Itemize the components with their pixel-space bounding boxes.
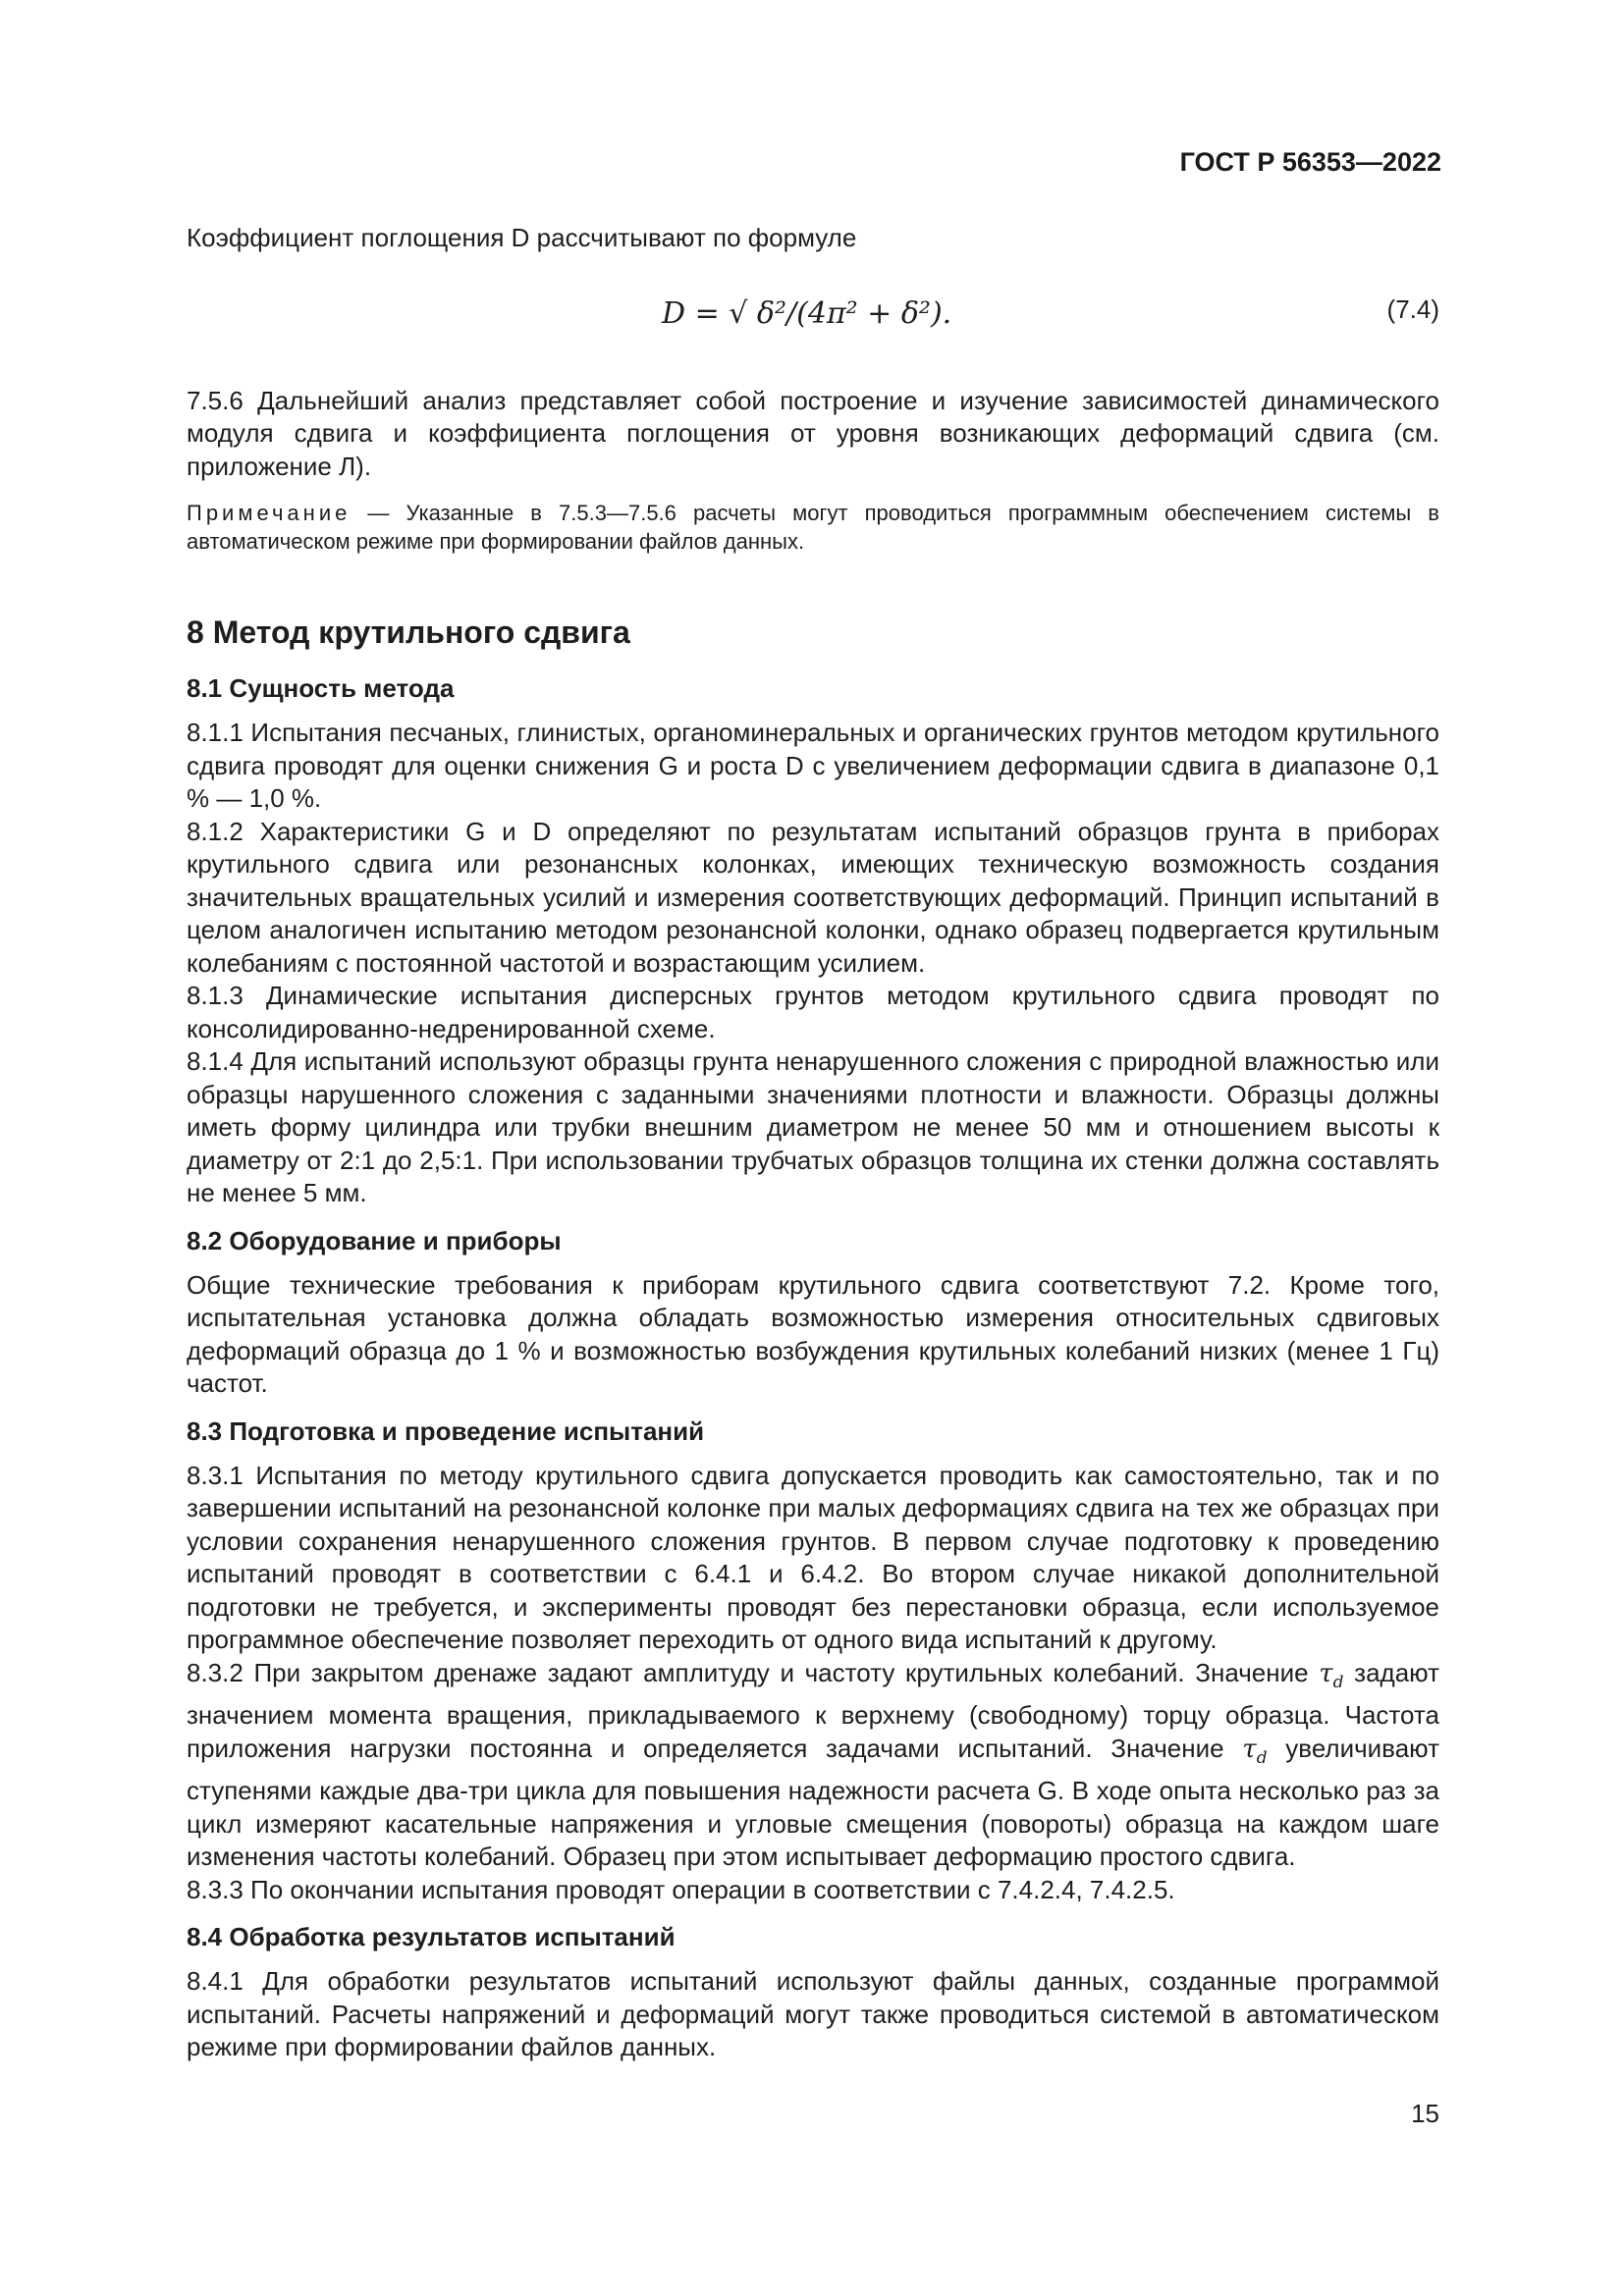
formula-number: (7.4) <box>1386 294 1439 324</box>
paragraph-8-1-3: 8.1.3 Динамические испытания дисперсных грунтов методом крутильного сдвига проводят по консолидированно-недренированной схеме. <box>187 981 1439 1043</box>
paragraph-8-4-1: 8.4.1 Для обработки результатов испытаний используют файлы данных, созданные программой испытаний. Расчеты напряжений и деформаций могут также проводиться системой в автоматическом режиме при формировании файлов данных. <box>187 1966 1439 2062</box>
formula-row <box>187 294 1439 363</box>
tau-symbol: τ <box>1242 1734 1257 1764</box>
paragraph-8-3-2 <box>187 1657 1439 1874</box>
note-text: — Указанные в 7.5.3—7.5.6 расчеты могут проводиться программным обеспечением системы в автоматическом режиме при формировании файлов данных. <box>187 501 1439 554</box>
paragraph-8-1-1: 8.1.1 Испытания песчаных, глинистых, органоминеральных и органических грунтов методом крутильного сдвига проводят для оценки снижения G и роста D с увеличением деформации сдвига в диапазоне 0,1 % — 1,0 %. <box>187 718 1439 813</box>
note <box>187 499 1439 556</box>
page-content <box>187 222 1439 2064</box>
section-8-4-title: 8.4 Обработка результатов испытаний <box>187 1922 676 1952</box>
formula-expression: D = √ δ²/(4π² + δ²). <box>662 295 952 331</box>
formula-intro-text: Коэффициент поглощения D рассчитывают по формуле <box>187 223 857 252</box>
tau-d-symbol <box>1319 1658 1344 1692</box>
paragraph-8-1-4: 8.1.4 Для испытаний используют образцы грунта ненарушенного сложения с природной влажностью или образцы нарушенного сложения с заданными значениями плотности и влажности. Образцы должны иметь форму цилиндра или трубки внешним диаметром не менее 50 мм и отношением высоты к диаметру от 2:1 до 2,5:1. При использовании трубчатых образцов толщина их стенки должна составлять не менее 5 мм. <box>187 1046 1439 1207</box>
note-label: Примечание <box>187 501 352 525</box>
section-8-2-title: 8.2 Оборудование и приборы <box>187 1225 562 1255</box>
tau-symbol: τ <box>1319 1658 1333 1688</box>
paragraph-8-3-2-part-b: задают значением момента вращения, прикладываемого к верхнему (свободному) торцу образца. Частота приложения нагрузки постоянна и определяется задачами испытаний. Значение <box>187 1657 1439 1763</box>
paragraph-8-3-3: 8.3.3 По окончании испытания проводят операции в соответствии с 7.4.2.4, 7.4.2.5. <box>187 1874 1175 1904</box>
paragraph-8-3-1: 8.3.1 Испытания по методу крутильного сдвига допускается проводить как самостоятельно, так и по завершении испытаний на резонансной колонке при малых деформациях сдвига на тех же образцах при условии сохранения ненарушенного сложения грунтов. В первом случае подготовку к проведению испытаний проводят в соответствии с 6.4.1 и 6.4.2. Во втором случае никакой дополнительной подготовки не требуется, и эксперименты проводят без перестановки образца, если используемое программное обеспечение позволяет переходить от одного вида испытаний к другому. <box>187 1460 1439 1654</box>
paragraph-8-2: Общие технические требования к приборам крутильного сдвига соответствуют 7.2. Кроме того, испытательная установка должна обладать возможностью измерения относительных сдвиговых деформаций образца до 1 % и возможностью возбуждения крутильных колебаний низких (менее 1 Гц) частот. <box>187 1269 1439 1398</box>
section-8-title: 8 Метод крутильного сдвига <box>187 614 630 650</box>
paragraph-8-3-2-part-a: 8.3.2 При закрытом дренаже задают амплитуду и частоту крутильных колебаний. Значение <box>187 1657 1320 1687</box>
paragraph-7-5-6: 7.5.6 Дальнейший анализ представляет собой построение и изучение зависимостей динамического модуля сдвига и коэффициента поглощения от уровня возникающих деформаций сдвига (см. приложение Л). <box>187 385 1439 481</box>
section-8-1-title: 8.1 Сущность метода <box>187 673 455 703</box>
tau-subscript: d <box>1256 1747 1268 1768</box>
tau-subscript: d <box>1332 1672 1344 1692</box>
tau-d-symbol <box>1242 1734 1268 1768</box>
section-8-3-title: 8.3 Подготовка и проведение испытаний <box>187 1415 705 1446</box>
paragraph-8-3-2-part-c: увеличивают ступенями каждые два-три цикла для повышения надежности расчета G. В ходе опыта несколько раз за цикл измеряют касательные напряжения и угловые смещения (повороты) образца на каждом шаге изменения частоты колебаний. Образец при этом испытывает деформацию простого сдвига. <box>187 1733 1439 1872</box>
document-code: ГОСТ Р 56353—2022 <box>1179 147 1441 177</box>
formula-intro <box>187 222 1439 255</box>
page-number: 15 <box>1411 2099 1439 2128</box>
paragraph-8-1-2: 8.1.2 Характеристики G и D определяют по результатам испытаний образцов грунта в приборах крутильного сдвига или резонансных колонках, имеющих техническую возможность создания значительных вращательных усилий и измерения соответствующих деформаций. Принцип испытаний в целом аналогичен испытанию методом резонансной колонки, однако образец подвергается крутильным колебаниям с постоянной частотой и возрастающим усилием. <box>187 816 1439 978</box>
